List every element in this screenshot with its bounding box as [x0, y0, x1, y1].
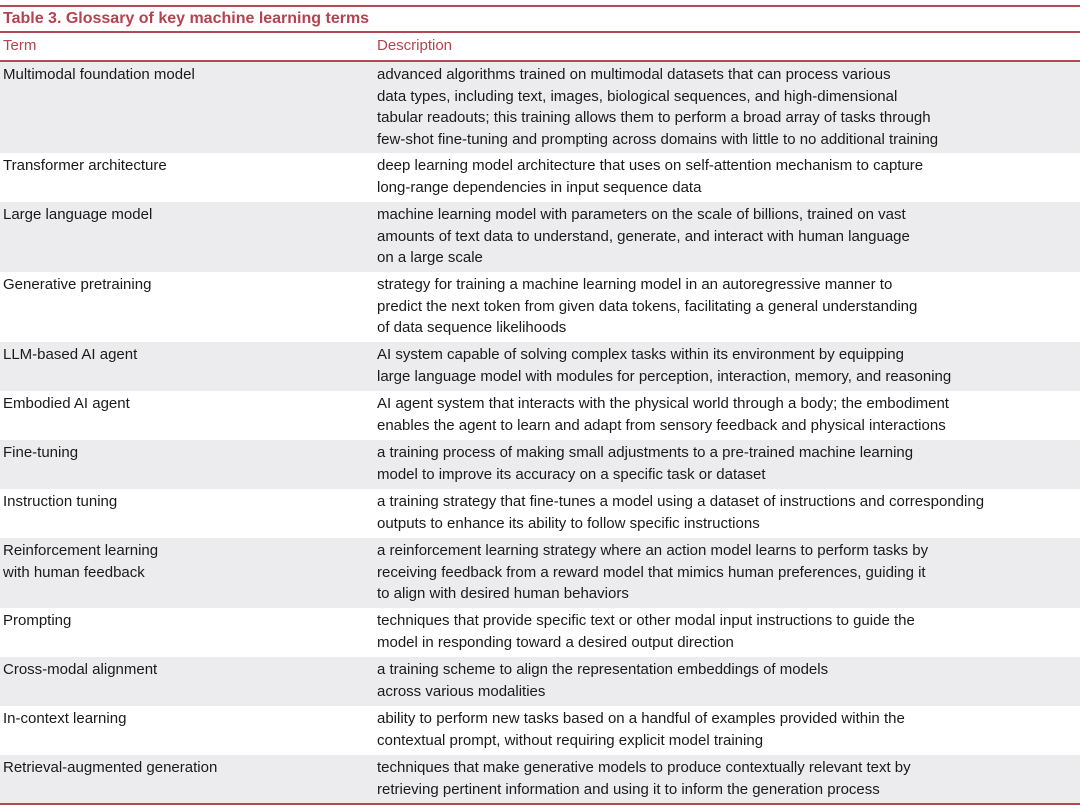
table-row	[0, 657, 1080, 706]
description-cell: a reinforcement learning strategy where an action model learns to perform tasks by receiving feedback from a reward model that mimics human preferences, guiding it to align with desired human behaviors	[377, 542, 929, 602]
description-cell: a training process of making small adjustments to a pre-trained machine learning model to improve its accuracy on a specific task or dataset	[377, 444, 914, 483]
term-cell: LLM-based AI agent	[3, 346, 138, 363]
term-cell: Multimodal foundation model	[3, 66, 195, 83]
description-cell: techniques that make generative models to produce contextually relevant text by retrieving pertinent information and using it to inform the generation process	[377, 759, 911, 798]
table-row	[0, 342, 1080, 391]
term-cell: In-context learning	[3, 710, 127, 727]
term-cell: Prompting	[3, 612, 72, 629]
table-row	[0, 538, 1080, 608]
table-row	[0, 202, 1080, 272]
top-rule	[0, 5, 1080, 7]
term-cell: Embodied AI agent	[3, 395, 130, 412]
term-cell: Retrieval-augmented generation	[3, 759, 218, 776]
table-row	[0, 706, 1080, 755]
term-cell: Transformer architecture	[3, 157, 167, 174]
term-cell: Cross-modal alignment	[3, 661, 158, 678]
description-cell: machine learning model with parameters on the scale of billions, trained on vast amounts of text data to understand, generate, and interact with human language on a large scale	[377, 206, 910, 266]
table-title: Table 3. Glossary of key machine learning terms	[3, 10, 370, 27]
description-cell: ability to perform new tasks based on a handful of examples provided within the contextual prompt, without requiring explicit model training	[377, 710, 905, 749]
term-cell: Instruction tuning	[3, 493, 118, 510]
table-row	[0, 440, 1080, 489]
table-header	[0, 34, 1080, 58]
table-row	[0, 391, 1080, 440]
table-row	[0, 755, 1080, 805]
table-body	[0, 62, 1080, 805]
bottom-rule	[0, 803, 1080, 805]
table-row	[0, 608, 1080, 657]
description-cell: deep learning model architecture that uses on self-attention mechanism to capture long-range dependencies in input sequence data	[377, 157, 924, 196]
description-cell: AI system capable of solving complex tasks within its environment by equipping large language model with modules for perception, interaction, memory, and reasoning	[377, 346, 952, 385]
description-cell: strategy for training a machine learning model in an autoregressive manner to predict the next token from given data tokens, facilitating a general understanding of data sequence likelihoods	[377, 276, 918, 336]
column-header-term: Term	[3, 37, 37, 54]
column-header-description: Description	[377, 37, 453, 54]
term-cell: Large language model	[3, 206, 153, 223]
description-cell: a training scheme to align the representation embeddings of models across various modalities	[377, 661, 829, 700]
table-row	[0, 272, 1080, 342]
table-row	[0, 62, 1080, 153]
title-rule	[0, 31, 1080, 33]
description-cell: a training strategy that fine-tunes a model using a dataset of instructions and corresponding outputs to enhance its ability to follow specific instructions	[377, 493, 985, 532]
description-cell: techniques that provide specific text or other modal input instructions to guide the model in responding toward a desired output direction	[377, 612, 915, 651]
description-cell: advanced algorithms trained on multimodal datasets that can process various data types, including text, images, biological sequences, and high-dimensional tabular readouts; this training allows them to perform a broad array of tasks through few-shot fine-tuning and prompting across domains with little to no additional training	[377, 66, 939, 148]
table-row	[0, 489, 1080, 538]
table-row	[0, 153, 1080, 202]
term-cell: Fine-tuning	[3, 444, 79, 461]
term-cell: Generative pretraining	[3, 276, 152, 293]
description-cell: AI agent system that interacts with the physical world through a body; the embodiment enables the agent to learn and adapt from sensory feedback and physical interactions	[377, 395, 949, 434]
term-cell: Reinforcement learning with human feedback	[3, 542, 159, 581]
